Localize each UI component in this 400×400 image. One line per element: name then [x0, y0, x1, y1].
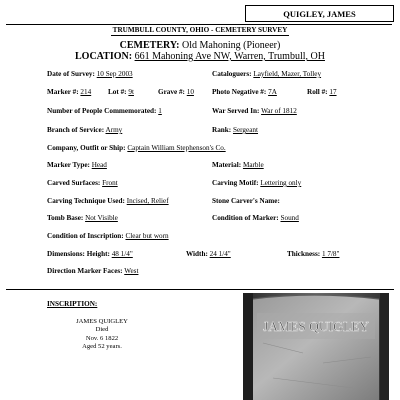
gravestone-photo	[243, 293, 389, 400]
marker-type-field	[47, 161, 107, 169]
company-label: Company, Outfit or Ship:	[47, 144, 126, 152]
grave-label: Grave #:	[158, 88, 185, 96]
war-field	[212, 107, 297, 115]
width-value: 24 1/4"	[209, 250, 231, 258]
carved-surfaces-value: Front	[102, 179, 118, 187]
date-value: 10 Sep 2003	[96, 70, 133, 78]
direction-value: West	[124, 267, 139, 275]
location-value: 661 Mahoning Ave NW, Warren, Trumbull, OH	[134, 51, 325, 62]
inscription-text	[47, 318, 157, 352]
commemorated-value: 1	[158, 107, 162, 115]
top-rule	[6, 24, 392, 25]
cemetery-value: Old Mahoning (Pioneer)	[182, 40, 281, 51]
condition-marker-value: Sound	[280, 214, 299, 222]
carving-motif-label: Carving Motif:	[212, 179, 259, 187]
height-label: Dimensions: Height:	[47, 250, 110, 258]
width-field	[186, 250, 231, 258]
location-line	[0, 51, 400, 62]
height-value: 48 1/4"	[111, 250, 133, 258]
marker-type-label: Marker Type:	[47, 161, 90, 169]
inscription-line: JAMES QUIGLEY	[76, 318, 128, 325]
marker-type-value: Head	[91, 161, 107, 169]
commemorated-field	[47, 107, 162, 115]
cemetery-line	[0, 40, 400, 51]
branch-label: Branch of Service:	[47, 126, 105, 134]
roll-field	[307, 88, 337, 96]
thickness-label: Thickness:	[287, 250, 321, 258]
inscription-line: Aged 52 years.	[82, 343, 122, 351]
carving-technique-value: Incised, Relief	[126, 197, 169, 205]
name-box	[245, 5, 394, 22]
carving-motif-field	[212, 179, 301, 187]
condition-inscription-field	[47, 232, 169, 240]
cataloguers-label: Cataloguers:	[212, 70, 252, 78]
cemetery-label: CEMETERY:	[119, 40, 180, 51]
tomb-base-label: Tomb Base:	[47, 214, 84, 222]
condition-inscription-label: Condition of Inscription:	[47, 232, 124, 240]
company-field	[47, 144, 226, 152]
marker-label: Marker #:	[47, 88, 79, 96]
date-label: Date of Survey:	[47, 70, 95, 78]
roll-label: Roll #:	[307, 88, 328, 96]
carved-surfaces-field	[47, 179, 118, 187]
carved-surfaces-label: Carved Surfaces:	[47, 179, 101, 187]
material-label: Material:	[212, 161, 242, 169]
carving-technique-field	[47, 197, 169, 205]
record-name: QUIGLEY, JAMES	[283, 8, 356, 19]
inscription-label: INSCRIPTION:	[47, 300, 98, 308]
marker-value: 214	[80, 88, 92, 96]
material-value: Marble	[242, 161, 264, 169]
condition-marker-label: Condition of Marker:	[212, 214, 279, 222]
tomb-base-field	[47, 214, 118, 222]
gravestone-photo-image	[243, 293, 389, 400]
cataloguers-field	[212, 70, 321, 78]
section-divider	[6, 289, 394, 290]
grave-value: 10	[186, 88, 194, 96]
roll-value: 17	[329, 88, 337, 96]
width-label: Width:	[186, 250, 208, 258]
war-value: War of 1812	[261, 107, 297, 115]
survey-title-underline	[0, 35, 400, 36]
branch-value: Army	[105, 126, 123, 134]
stone-carver-label: Stone Carver's Name:	[212, 197, 280, 205]
photo-negative-value: 7A	[268, 88, 277, 96]
grave-field	[158, 88, 194, 96]
thickness-field	[287, 250, 339, 258]
inscription-line: Died	[95, 326, 109, 334]
cataloguers-value: Layfield, Mazer, Tolley	[253, 70, 322, 78]
photo-negative-label: Photo Negative #:	[212, 88, 267, 96]
rank-field	[212, 126, 258, 134]
height-field	[47, 250, 133, 258]
thickness-value: 1 7/8"	[321, 250, 340, 258]
direction-field	[47, 267, 138, 275]
photo-negative-field	[212, 88, 277, 96]
rank-value: Sergeant	[232, 126, 259, 134]
rank-label: Rank:	[212, 126, 232, 134]
date-field	[47, 70, 133, 78]
lot-label: Lot #:	[108, 88, 127, 96]
inscription-line: Nov. 6 1822	[85, 334, 119, 342]
company-value: Captain William Stephenson's Co.	[127, 144, 226, 152]
branch-field	[47, 126, 122, 134]
carving-motif-value: Lettering only	[260, 179, 302, 187]
direction-label: Direction Marker Faces:	[47, 267, 123, 275]
condition-inscription-value: Clear but worn	[125, 232, 169, 240]
lot-value: 9t	[128, 88, 134, 96]
carving-technique-label: Carving Technique Used:	[47, 197, 125, 205]
commemorated-label: Number of People Commemorated:	[47, 107, 157, 115]
stone-carver-field	[212, 197, 280, 205]
stone-carved-name: JAMES QUIGLEY	[262, 319, 370, 334]
material-field	[212, 161, 264, 169]
lot-field	[108, 88, 134, 96]
survey-title: TRUMBULL COUNTY, OHIO - CEMETERY SURVEY	[112, 26, 288, 34]
tomb-base-value: Not Visible	[85, 214, 118, 222]
war-label: War Served In:	[212, 107, 260, 115]
location-label: LOCATION:	[75, 51, 133, 62]
marker-field	[47, 88, 91, 96]
condition-marker-field	[212, 214, 299, 222]
